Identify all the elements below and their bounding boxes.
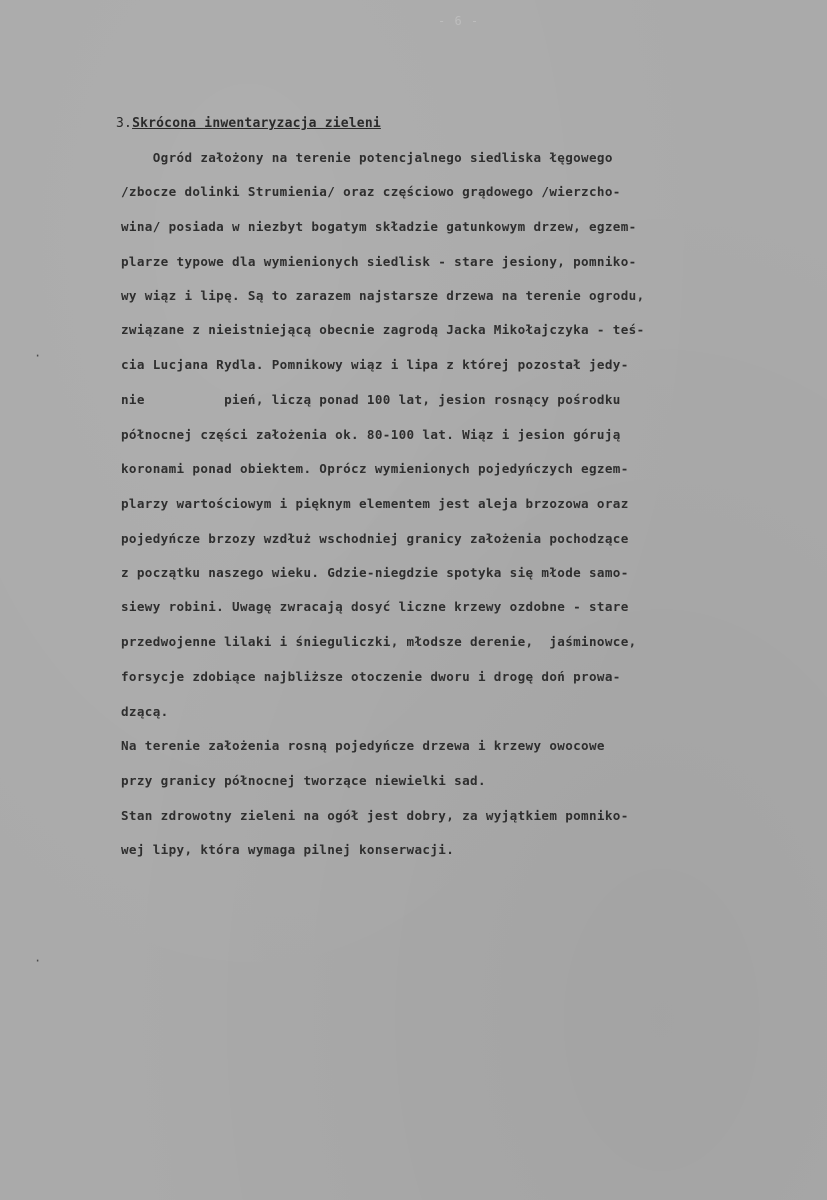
text-line: siewy robini. Uwagę zwracają dosyć liczne krzewy ozdobne - stare: [121, 599, 629, 614]
text-line: dzącą.: [121, 704, 169, 719]
section-number: 3.: [116, 116, 133, 131]
text-line: koronami ponad obiektem. Oprócz wymienionych pojedyńczych egzem-: [121, 461, 629, 476]
section-heading: [116, 116, 381, 131]
section-title: Skrócona inwentaryzacja zieleni: [132, 116, 381, 131]
margin-mark: ·: [34, 954, 42, 968]
text-line: Stan zdrowotny zieleni na ogół jest dobry, za wyjątkiem pomniko-: [121, 808, 629, 823]
text-line: przy granicy północnej tworzące niewielki sad.: [121, 773, 486, 788]
text-line: wy wiąz i lipę. Są to zarazem najstarsze drzewa na terenie ogrodu,: [121, 288, 645, 303]
text-line: /zbocze dolinki Strumienia/ oraz częściowo grądowego /wierzcho-: [121, 184, 621, 199]
text-line: pojedyńcze brzozy wzdłuż wschodniej granicy założenia pochodzące: [121, 531, 629, 546]
text-line: z początku naszego wieku. Gdzie-niegdzie spotyka się młode samo-: [121, 565, 629, 580]
text-line: cia Lucjana Rydla. Pomnikowy wiąz i lipa z której pozostał jedy-: [121, 357, 629, 372]
text-line: plarzy wartościowym i pięknym elementem jest aleja brzozowa oraz: [121, 496, 629, 511]
text-line: przedwojenne lilaki i śnieguliczki, młodsze derenie, jaśminowce,: [121, 634, 637, 649]
text-line: Na terenie założenia rosną pojedyńcze drzewa i krzewy owocowe: [121, 738, 605, 753]
text-line: wina/ posiada w niezbyt bogatym składzie gatunkowym drzew, egzem-: [121, 219, 637, 234]
text-line: plarze typowe dla wymienionych siedlisk - stare jesiony, pomniko-: [121, 254, 637, 269]
page-number: - 6 -: [438, 14, 480, 28]
text-line: Ogród założony na terenie potencjalnego siedliska łęgowego: [121, 150, 613, 165]
text-line: wej lipy, która wymaga pilnej konserwacji.: [121, 842, 455, 857]
text-line: związane z nieistniejącą obecnie zagrodą Jacka Mikołajczyka - teś-: [121, 322, 645, 337]
text-line: nie pień, liczą ponad 100 lat, jesion rosnący pośrodku: [121, 392, 621, 407]
text-line: północnej części założenia ok. 80-100 lat. Wiąz i jesion górują: [121, 427, 621, 442]
text-line: forsycje zdobiące najbliższe otoczenie dworu i drogę doń prowa-: [121, 669, 621, 684]
margin-mark: ·: [34, 349, 42, 363]
